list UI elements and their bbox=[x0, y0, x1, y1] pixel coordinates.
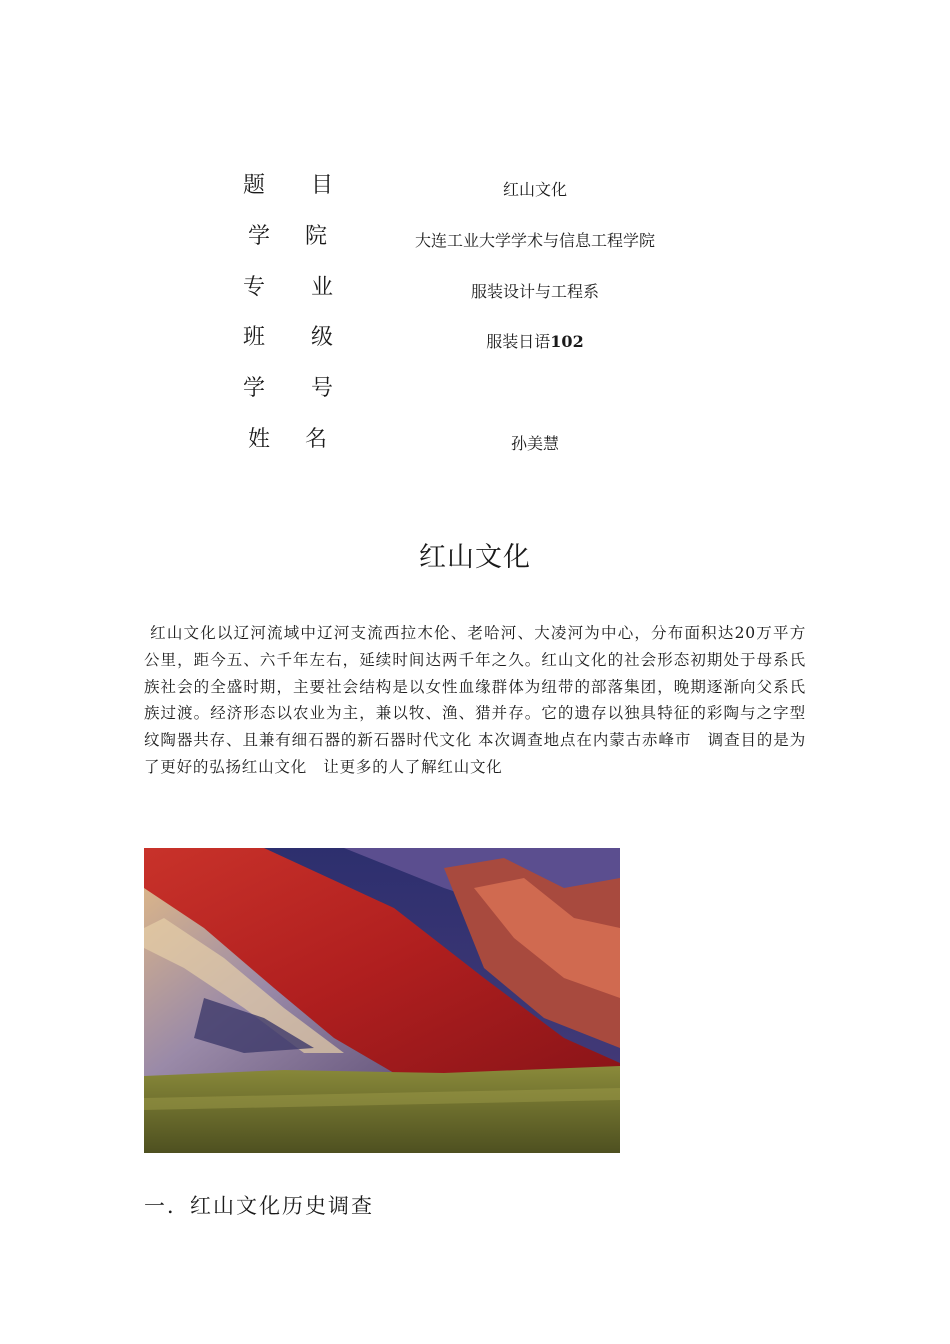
cover-value: 大连工业大学学术与信息工程学院 bbox=[414, 231, 655, 250]
cover-value: 服装设计与工程系 bbox=[470, 282, 599, 301]
cover-row-title bbox=[0, 166, 950, 206]
section-heading: 一．红山文化历史调查 bbox=[144, 1194, 374, 1218]
label-char: 姓 bbox=[248, 427, 271, 452]
cover-row-student-id bbox=[0, 369, 950, 409]
label-char: 号 bbox=[311, 376, 334, 401]
intro-paragraph: 红山文化以辽河流域中辽河支流西拉木伦、老哈河、大凌河为中心，分布面积达20万平方公里，距今五、六千年左右，延续时间达两千年之久。红山文化的社会形态初期处于母系氏族社会的全盛时期，主要社会结构是以女性血缘群体为纽带的部落集团，晚期逐渐向父系氏族过渡。经济形态以农业为主，兼以牧、渔、猎并存。它的遗存以独具特征的彩陶与之字型纹陶器共存、且兼有细石器的新石器时代文化 本次调查地点在内蒙古赤峰市 调查目的是为了更好的弘扬红山文化 让更多的人了解红山文化 bbox=[144, 624, 806, 776]
label-char: 学 bbox=[243, 376, 266, 401]
cover-value: 红山文化 bbox=[502, 180, 567, 199]
cover-value: 孙美慧 bbox=[510, 434, 559, 453]
document-title: 红山文化 bbox=[419, 542, 531, 573]
label-char: 目 bbox=[311, 173, 334, 198]
label-char: 院 bbox=[305, 224, 328, 249]
landscape-photo bbox=[144, 848, 620, 1153]
cover-value: 服装日语102 bbox=[486, 332, 584, 351]
label-char: 专 bbox=[243, 275, 266, 300]
label-char: 班 bbox=[243, 325, 266, 350]
cover-row-class bbox=[0, 318, 950, 358]
cover-row-name bbox=[0, 420, 950, 460]
label-char: 级 bbox=[311, 325, 334, 350]
label-char: 名 bbox=[305, 427, 328, 452]
label-char: 题 bbox=[243, 173, 266, 198]
cover-row-college bbox=[0, 217, 950, 257]
label-char: 业 bbox=[311, 275, 334, 300]
label-char: 学 bbox=[248, 224, 271, 249]
cover-row-major bbox=[0, 268, 950, 308]
